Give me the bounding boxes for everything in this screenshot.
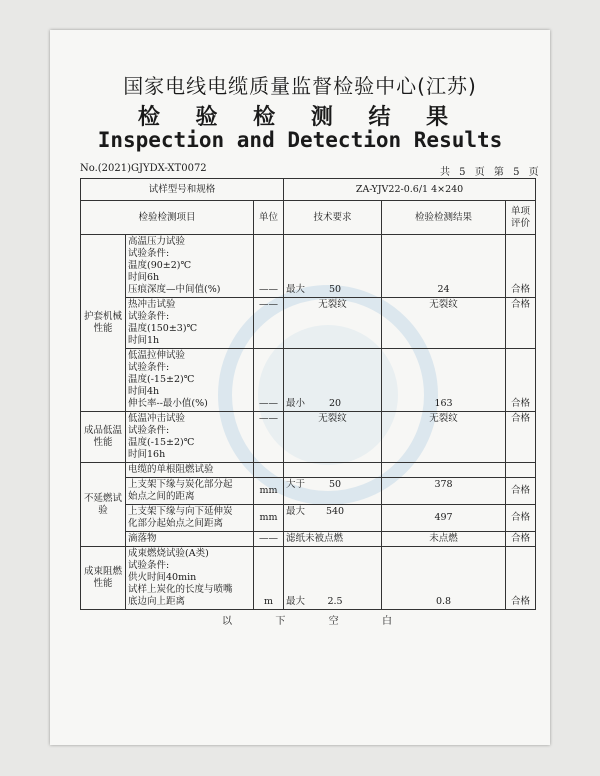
test-description — [126, 478, 254, 505]
test-unit: —— — [254, 235, 284, 298]
report-title-en: Inspection and Detection Results — [97, 128, 503, 152]
col-requirement: 技术要求 — [284, 201, 382, 235]
table-row — [81, 412, 536, 463]
test-unit: —— — [254, 298, 284, 349]
test-line: 温度(-15±2)℃ — [128, 437, 195, 448]
req-value: 50 — [329, 479, 342, 490]
test-verdict: 合格 — [506, 547, 536, 610]
test-unit: mm — [254, 478, 284, 505]
empty-cell — [382, 463, 506, 478]
test-description — [126, 505, 254, 532]
test-line: 热冲击试验 — [128, 299, 176, 310]
empty-cell — [254, 463, 284, 478]
test-line: 时间1h — [128, 335, 160, 346]
test-line: 供火时间40min — [128, 572, 197, 583]
test-line: 试样上炭化的长度与喷嘴 — [128, 584, 233, 595]
group-name: 成品低温性能 — [81, 412, 126, 463]
end-mark-char: 空 — [328, 616, 339, 627]
test-unit: —— — [254, 532, 284, 547]
test-verdict: 合格 — [506, 412, 536, 463]
test-requirement — [284, 547, 382, 610]
test-unit: mm — [254, 505, 284, 532]
end-mark-char: 下 — [275, 616, 286, 627]
test-line: 温度(-15±2)℃ — [128, 374, 195, 385]
end-mark — [222, 612, 392, 627]
req-prefix: 大于 — [286, 479, 306, 490]
test-line: 时间4h — [128, 386, 160, 397]
req-value: 2.5 — [327, 596, 343, 607]
test-description — [126, 349, 254, 412]
test-requirement — [284, 298, 382, 349]
test-line: 底边向上距离 — [128, 596, 186, 607]
test-requirement — [284, 349, 382, 412]
test-line: 试验条件: — [128, 425, 170, 436]
test-line: 滴落物 — [128, 533, 157, 544]
empty-cell — [506, 463, 536, 478]
report-title-cn: 检 验 检 测 结 果 — [137, 105, 463, 130]
test-verdict: 合格 — [506, 349, 536, 412]
group-name: 不延燃试验 — [81, 463, 126, 547]
test-line: 上支架下缘与炭化部分起 — [128, 479, 233, 490]
col-item: 检验检测项目 — [81, 201, 254, 235]
doc-number: No.(2021)GJYDX-XT0072 — [80, 163, 207, 174]
test-requirement — [284, 235, 382, 298]
table-row — [81, 532, 536, 547]
test-requirement — [284, 505, 382, 532]
test-requirement — [284, 412, 382, 463]
table-row — [81, 505, 536, 532]
test-unit: —— — [254, 349, 284, 412]
page-info: 共 5 页 第 5 页 — [440, 167, 539, 178]
req-value: 滤纸未被点燃 — [286, 533, 344, 544]
test-verdict: 合格 — [506, 235, 536, 298]
test-line: 化部分起始点之间距离 — [128, 518, 224, 529]
req-value: 20 — [329, 398, 342, 409]
end-mark-char: 白 — [381, 616, 392, 627]
test-line: 时间16h — [128, 449, 166, 460]
test-line: 上支架下缘与向下延伸炭 — [128, 506, 233, 517]
req-value: 50 — [329, 284, 342, 295]
test-result: 24 — [382, 235, 506, 298]
results-table — [80, 178, 536, 610]
test-line: 低温拉伸试验 — [128, 350, 186, 361]
test-result: 378 — [382, 478, 506, 505]
req-value: 无裂纹 — [318, 413, 347, 424]
req-prefix: 最大 — [286, 506, 306, 517]
test-line: 试验条件: — [128, 311, 170, 322]
test-result: 163 — [382, 349, 506, 412]
group-title: 电缆的单根阻燃试验 — [126, 463, 254, 478]
test-verdict: 合格 — [506, 298, 536, 349]
group-name: 护套机械性能 — [81, 235, 126, 412]
test-line: 高温压力试验 — [128, 236, 186, 247]
test-unit: —— — [254, 412, 284, 463]
group-name: 成束阻燃性能 — [81, 547, 126, 610]
test-line: 成束燃烧试验(A类) — [128, 548, 209, 559]
test-verdict: 合格 — [506, 505, 536, 532]
test-description — [126, 298, 254, 349]
test-requirement — [284, 478, 382, 505]
model-label: 试样型号和规格 — [81, 179, 284, 201]
table-row — [81, 478, 536, 505]
test-verdict: 合格 — [506, 532, 536, 547]
test-result: 0.8 — [382, 547, 506, 610]
table-row — [81, 547, 536, 610]
model-row — [81, 179, 536, 201]
test-result: 497 — [382, 505, 506, 532]
table-row — [81, 298, 536, 349]
test-line: 试验条件: — [128, 362, 170, 373]
empty-cell — [284, 463, 382, 478]
test-result: 无裂纹 — [382, 298, 506, 349]
test-description — [126, 412, 254, 463]
test-line: 压痕深度—中间值(%) — [128, 284, 221, 295]
table-row — [81, 235, 536, 298]
org-name: 国家电线电缆质量监督检验中心(江苏) — [123, 74, 477, 98]
test-line: 低温冲击试验 — [128, 413, 186, 424]
test-line: 始点之间的距离 — [128, 491, 195, 502]
test-line: 试验条件: — [128, 560, 170, 571]
col-result: 检验检测结果 — [382, 201, 506, 235]
test-verdict: 合格 — [506, 478, 536, 505]
model-value: ZA-YJV22-0.6/1 4×240 — [284, 179, 536, 201]
test-line: 试验条件: — [128, 248, 170, 259]
test-description — [126, 532, 254, 547]
test-description — [126, 235, 254, 298]
test-line: 时间6h — [128, 272, 160, 283]
req-prefix: 最大 — [286, 596, 306, 607]
test-unit: m — [254, 547, 284, 610]
test-description — [126, 547, 254, 610]
req-prefix: 最小 — [286, 398, 306, 409]
table-row — [81, 463, 536, 478]
test-line: 伸长率--最小值(%) — [128, 398, 208, 409]
test-line: 温度(90±2)℃ — [128, 260, 192, 271]
req-value: 无裂纹 — [318, 299, 347, 310]
test-result: 无裂纹 — [382, 412, 506, 463]
end-mark-char: 以 — [222, 616, 232, 627]
column-header-row — [81, 201, 536, 235]
req-prefix: 最大 — [286, 284, 306, 295]
col-unit: 单位 — [254, 201, 284, 235]
table-row — [81, 349, 536, 412]
test-requirement — [284, 532, 382, 547]
test-line: 温度(150±3)℃ — [128, 323, 198, 334]
test-result: 未点燃 — [382, 532, 506, 547]
col-verdict: 单项评价 — [506, 201, 536, 235]
req-value: 540 — [325, 506, 345, 517]
